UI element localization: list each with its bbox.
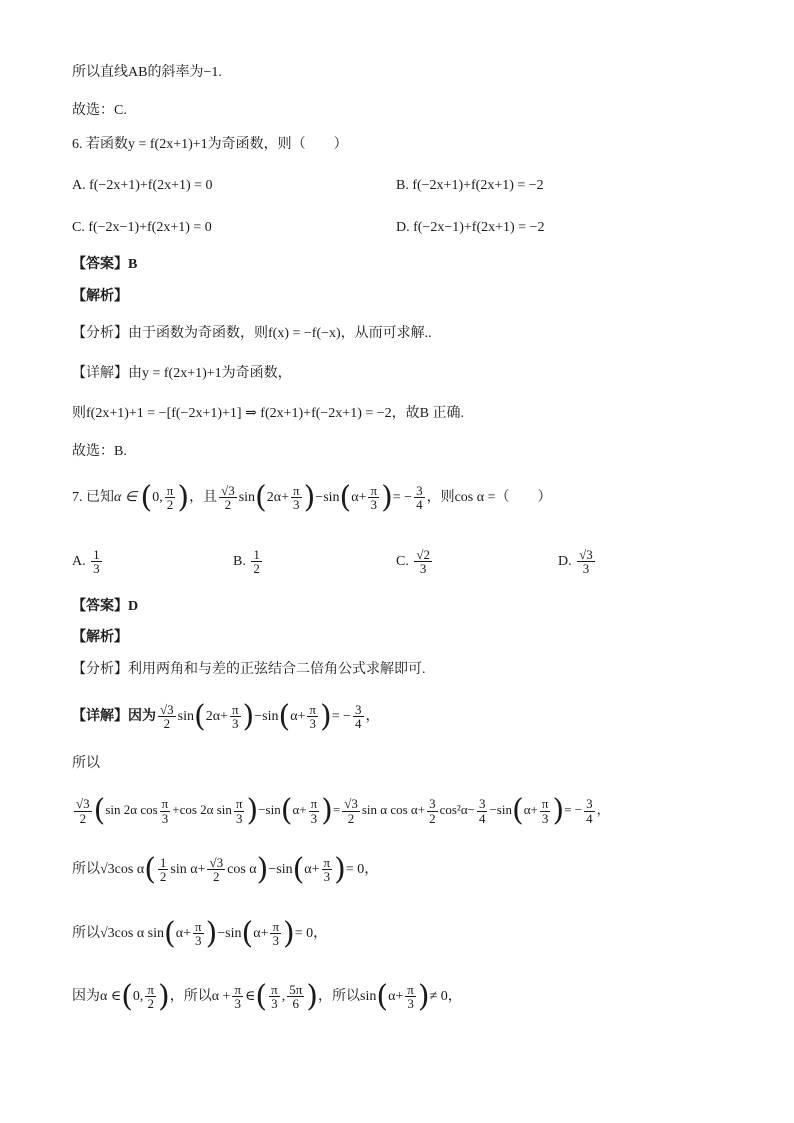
- q7-prefix: 7. 已知: [72, 490, 114, 505]
- answer-label: 【答案】D: [72, 599, 139, 614]
- equation-line: 因为α ∈(0, $\frac{\pi}{2}$ )，所以α + $\frac{\pi}{3}$ ∈( $\frac{\pi}{3}$ , $\frac{5\pi}{6}$ )，所以sin(α+ $\frac{\pi}{3}$ )≠ 0，: [72, 978, 462, 1014]
- detail-label: 【详解】因为: [72, 709, 156, 724]
- text-line: 【分析】利用两角和与差的正弦结合二倍角公式求解即可.: [72, 662, 426, 677]
- q7-alpha: α ∈: [114, 490, 141, 505]
- text-line: 【详解】由y = f(2x+1)+1为奇函数，: [72, 366, 292, 381]
- text-line: 故选：B.: [72, 444, 127, 459]
- text-line: 则f(2x+1)+1 = −[f(−2x+1)+1] ⇒ f(2x+1)+f(−2x+1) = −2，故B 正确.: [72, 406, 464, 421]
- q7-then: ，且: [189, 490, 218, 505]
- text-line: 所以: [72, 756, 100, 771]
- detail-line: 【详解】因为 $\frac{√3}{2}$ sin(2α+ $\frac{\pi}{3}$ )−sin(α+ $\frac{\pi}{3}$ )= − $\frac{3}{4}$ ，: [72, 698, 380, 734]
- question-7: 7. 已知α ∈ (0, $\frac{\pi}{2}$ )，且 $\frac{√3}{2}$ sin(2α+ $\frac{\pi}{3}$ )−sin(α+ $\frac{\pi}{3}$ )= − $\frac{3}{4}$ ，则cos α =（ ）: [72, 479, 552, 515]
- question-6: 6. 若函数y = f(2x+1)+1为奇函数，则（ ）: [72, 137, 348, 152]
- text-line: 故选：C.: [72, 103, 127, 118]
- option-c: C. f(−2x−1)+f(2x+1) = 0: [72, 220, 212, 235]
- answer-label: 【答案】B: [72, 257, 138, 272]
- equation-line: 所以√3cos α sin(α+ $\frac{\pi}{3}$ )−sin(α+ $\frac{\pi}{3}$ )= 0，: [72, 915, 328, 951]
- q7-option-d: D. $\frac{√3}{3}$: [558, 546, 593, 577]
- analysis-label: 【解析】: [72, 630, 128, 645]
- q7-ask: ，则cos α =（ ）: [426, 490, 552, 505]
- equation-line: 所以√3cos α( $\frac{1}{2}$ sin α+ $\frac{√3}{2}$ cos α)−sin(α+ $\frac{\pi}{3}$ )= 0，: [72, 851, 379, 887]
- text-line: 【分析】由于函数为奇函数，则f(x) = −f(−x)，从而可求解..: [72, 326, 432, 341]
- text-line: 所以直线AB的斜率为−1.: [72, 65, 222, 80]
- q7-option-b: B. $\frac{1}{2}$: [233, 546, 260, 577]
- q7-rhs: = −: [392, 490, 413, 505]
- q7-option-a: A. $\frac{1}{3}$: [72, 546, 100, 577]
- equation-line: $\frac{√3}{2}$ (sin 2α cos $\frac{\pi}{3}$ +cos 2α sin $\frac{\pi}{3}$ )−sin(α+ $\frac{\pi}{3}$ )= $\frac{√3}{2}$ sin α cos α+ $\frac{3}{2}$ cos²α− $\frac{3}{4}$ −sin(α+ $\frac{\pi}{3}$ )= − $\frac{3}{4}$ ，: [76, 793, 610, 829]
- analysis-label: 【解析】: [72, 289, 128, 304]
- q7-option-c: C. $\frac{√2}{3}$: [396, 546, 430, 577]
- option-a: A. f(−2x+1)+f(2x+1) = 0: [72, 178, 213, 193]
- option-b: B. f(−2x+1)+f(2x+1) = −2: [396, 178, 544, 193]
- option-d: D. f(−2x−1)+f(2x+1) = −2: [396, 220, 545, 235]
